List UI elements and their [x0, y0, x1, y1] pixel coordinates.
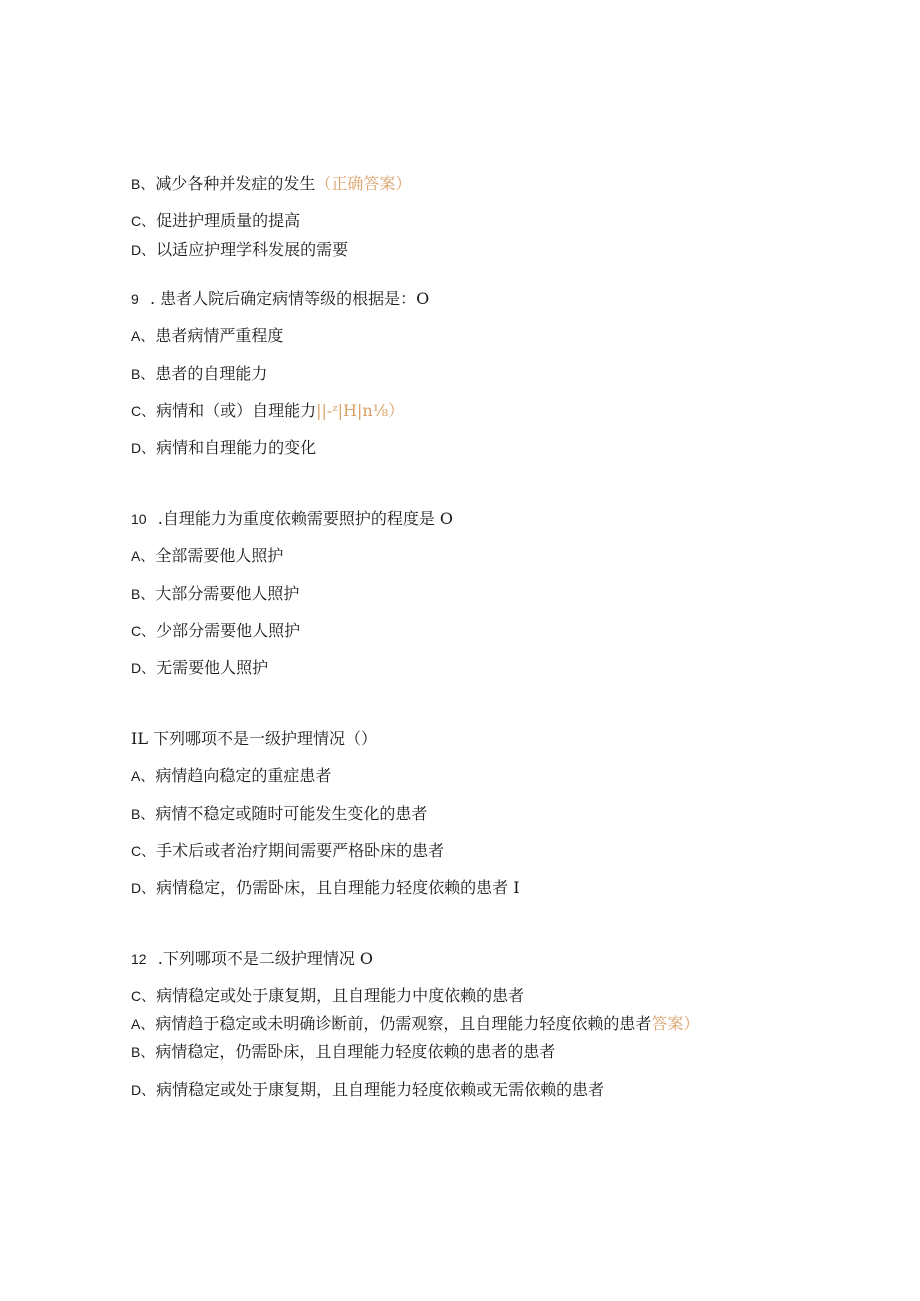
answer-mark: （正确答案） — [315, 174, 412, 193]
option-a-q10: A、全部需要他人照护 — [131, 546, 284, 565]
option-c-q9: C、病情和（或）自理能力||-ᶻ|H|n⅛） — [131, 401, 405, 420]
option-c-q8: C、促进护理质量的提高 — [131, 211, 301, 230]
option-c-q10: C、少部分需要他人照护 — [131, 621, 301, 640]
question-11: IL 下列哪项不是一级护理情况（） — [131, 729, 378, 748]
answer-mark: ||-ᶻ|H|n⅛） — [316, 401, 405, 420]
option-b-q10: B、大部分需要他人照护 — [131, 584, 300, 603]
option-a-q11: A、病情趋向稳定的重症患者 — [131, 766, 332, 785]
question-10: 10 .自理能力为重度依赖需要照护的程度是 O — [131, 509, 454, 528]
option-b-q9: B、患者的自理能力 — [131, 364, 268, 383]
option-c-q12: C、病情稳定或处于康复期，且自理能力中度依赖的患者 — [131, 986, 525, 1005]
option-a-q9: A、患者病情严重程度 — [131, 326, 284, 345]
option-c-q11: C、手术后或者治疗期间需要严格卧床的患者 — [131, 841, 445, 860]
answer-mark: 答案） — [651, 1014, 700, 1033]
option-b-q11: B、病情不稳定或随时可能发生变化的患者 — [131, 804, 428, 823]
option-d-q9: D、病情和自理能力的变化 — [131, 438, 317, 457]
option-b-q8: B、减少各种并发症的发生（正确答案） — [131, 174, 412, 193]
option-d-q10: D、无需要他人照护 — [131, 658, 269, 677]
option-d-q11: D、病情稳定，仍需卧床，且自理能力轻度依赖的患者 I — [131, 878, 520, 897]
question-9: 9 . 患者人院后确定病情等级的根据是：O — [131, 289, 430, 308]
option-d-q8: D、以适应护理学科发展的需要 — [131, 240, 349, 259]
option-a-q12: A、病情趋于稳定或未明确诊断前，仍需观察，且自理能力轻度依赖的患者答案） — [131, 1014, 700, 1033]
question-12: 12 .下列哪项不是二级护理情况 O — [131, 949, 374, 968]
option-d-q12: D、病情稳定或处于康复期，且自理能力轻度依赖或无需依赖的患者 — [131, 1080, 605, 1099]
option-b-q12: B、病情稳定，仍需卧床，且自理能力轻度依赖的患者的患者 — [131, 1042, 556, 1061]
